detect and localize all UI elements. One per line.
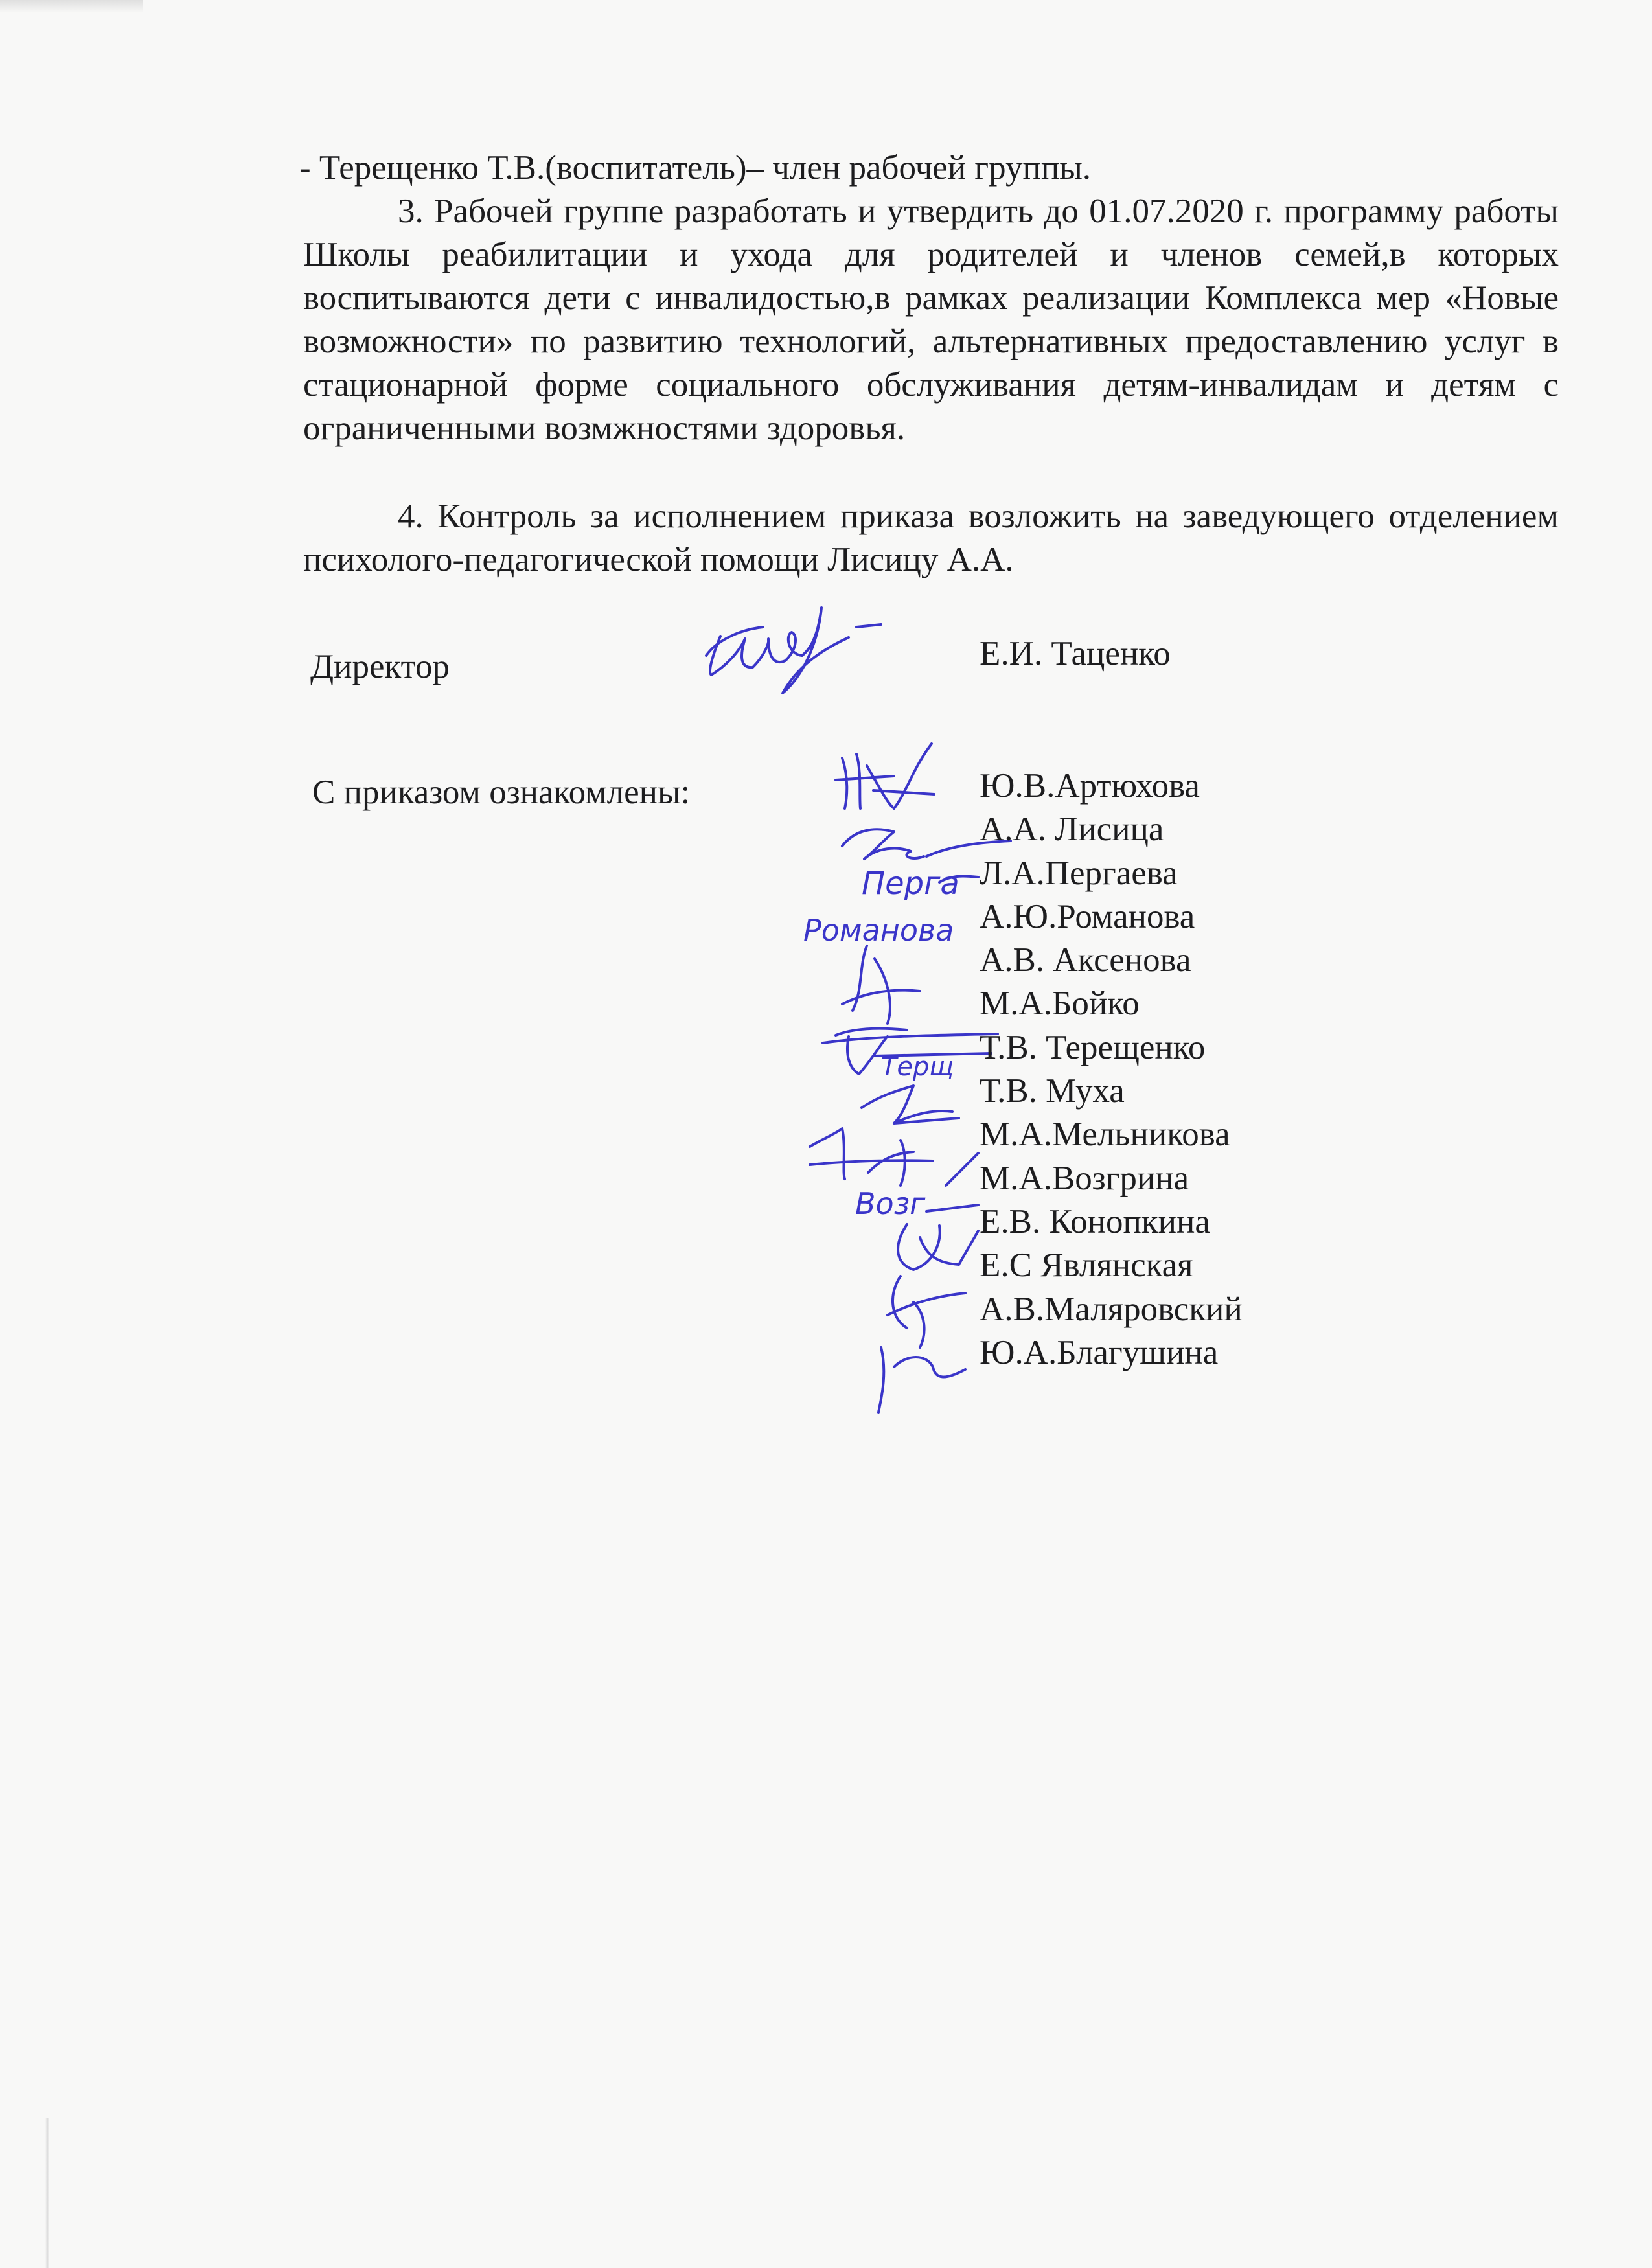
list-item: А.В.Маляровский (980, 1290, 1243, 1328)
acquainted-label: С приказом ознакомлены: (312, 773, 691, 811)
list-item: М.А.Мельникова (980, 1116, 1230, 1154)
working-group-member-line: - Терещенко Т.В.(воспитатель)– член рабочей группы. (299, 149, 1092, 187)
list-item: Ю.А.Благушина (980, 1333, 1219, 1371)
list-item: Ю.В.Артюхова (980, 767, 1200, 805)
list-item: Т.В. Терещенко (980, 1028, 1206, 1066)
svg-text:Терщ: Терщ (881, 1052, 954, 1082)
director-label: Директор (310, 648, 450, 685)
list-item: Е.С Являнская (980, 1246, 1193, 1285)
list-item: М.А.Бойко (980, 985, 1140, 1023)
list-item: А.В. Аксенова (980, 941, 1191, 979)
list-item: Е.В. Конопкина (980, 1202, 1210, 1241)
list-item: А.А. Лисица (980, 810, 1164, 849)
svg-text:Романова: Романова (803, 913, 954, 948)
list-item: Т.В. Муха (980, 1072, 1125, 1110)
scan-corner-mark (0, 0, 143, 13)
paragraph-3: 3. Рабочей группе разработать и утвердить до 01.07.2020 г. программу работы Школы реабилитации и ухода для родителей и членов семей,в которых воспитываются дети с инвалидостью,в рамках реализации Комплекса мер «Новые возможности» по развитию технологий, альтернативных предоставлению услуг в стационарной форме социального обслуживания детям-инвалидам и детям с ограниченными возмжностями здоровья. (303, 192, 1559, 447)
director-name: Е.И. Таценко (980, 635, 1171, 672)
paragraph-4: 4. Контроль за исполнением приказа возложить на заведующего отделением психолого-педагогической помощи Лисицу А.А. (303, 498, 1559, 578)
acquainted-names-list (980, 764, 1243, 1375)
scan-edge-shadow (45, 2118, 49, 2268)
list-item: Л.А.Пергаева (980, 854, 1178, 892)
svg-text:Возг: Возг (855, 1186, 926, 1221)
list-item: А.Ю.Романова (980, 897, 1195, 935)
director-signature (693, 596, 888, 706)
svg-text:Перга: Перга (862, 865, 959, 902)
list-item: М.А.Возгрина (980, 1159, 1189, 1197)
acquaintance-signatures (797, 732, 1004, 1419)
